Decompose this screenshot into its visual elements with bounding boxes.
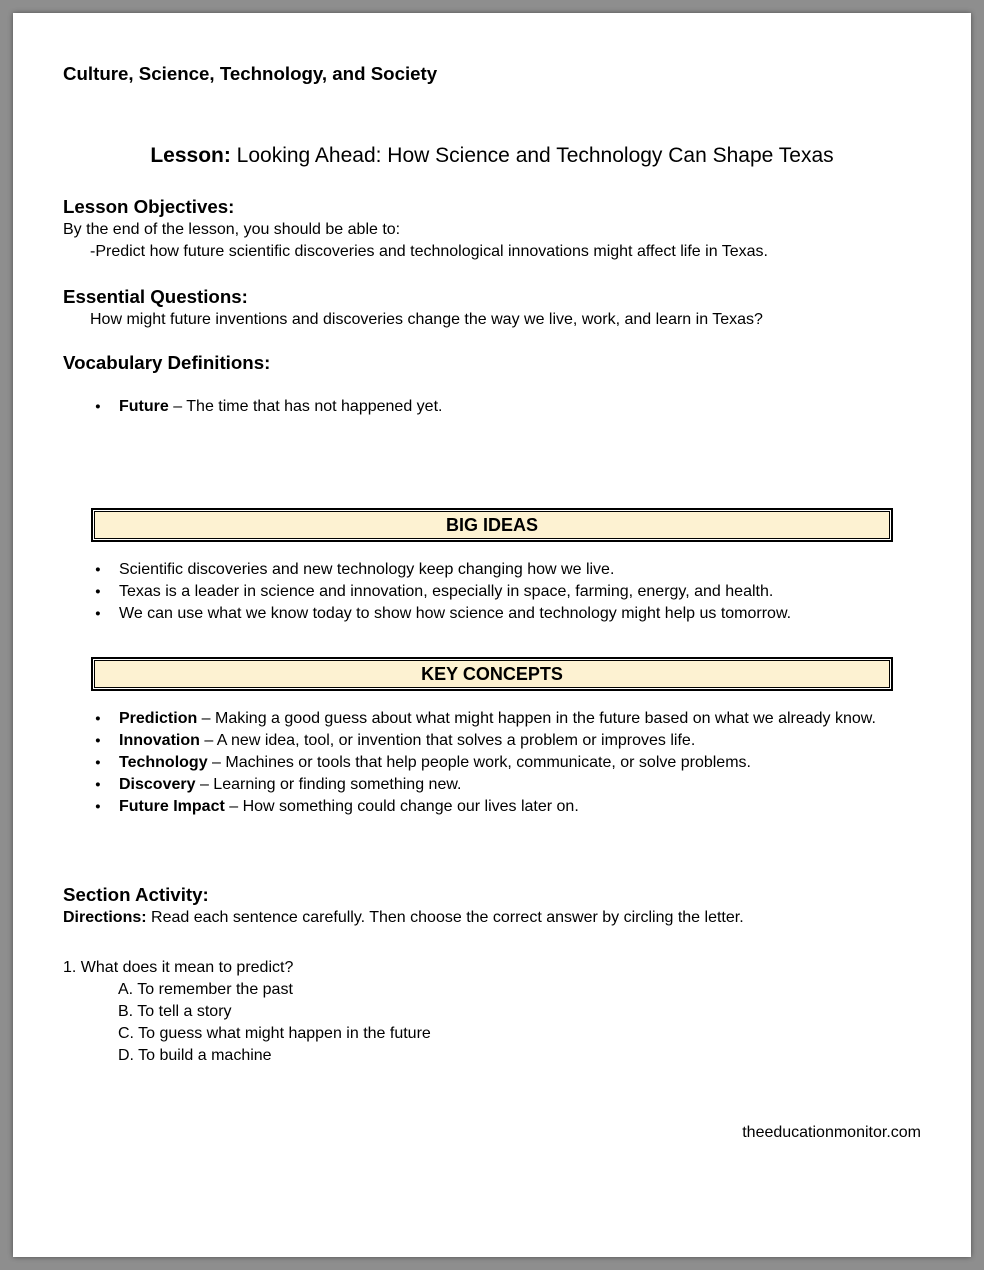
- directions-text: Read each sentence carefully. Then choose the correct answer by circling the letter.: [146, 909, 744, 926]
- essential-question-text: How might future inventions and discoveries change the way we live, work, and learn in Texas?: [90, 311, 763, 328]
- directions-label: Directions:: [63, 909, 147, 926]
- concept-definition: – How something could change our lives later on.: [224, 798, 579, 815]
- list-item: [63, 603, 921, 625]
- vocab-entry: [119, 396, 921, 418]
- concept-entry: [119, 730, 921, 752]
- lesson-objectives-heading: Lesson Objectives:: [63, 196, 235, 217]
- big-ideas-banner: [91, 508, 893, 542]
- big-idea-text: We can use what we know today to show how science and technology might help us tomorrow.: [119, 605, 792, 622]
- big-idea-text: Texas is a leader in science and innovation, especially in space, farming, energy, and health.: [119, 583, 774, 600]
- lesson-objectives-list: [63, 241, 921, 263]
- list-item: [63, 396, 921, 418]
- list-item: [63, 774, 921, 796]
- big-ideas-banner-label: BIG IDEAS: [94, 511, 890, 539]
- vocab-term: Future: [119, 398, 169, 415]
- list-item: [63, 796, 921, 818]
- concept-term: Future Impact: [119, 798, 225, 815]
- concept-definition: – A new idea, tool, or invention that solves a problem or improves life.: [199, 732, 696, 749]
- list-item: [63, 708, 921, 730]
- concept-definition: – Learning or finding something new.: [195, 776, 462, 793]
- bullet-icon: ●: [95, 608, 101, 619]
- bullet-icon: ●: [95, 564, 101, 575]
- essential-questions-heading: Essential Questions:: [63, 286, 248, 307]
- lesson-label: Lesson:: [150, 144, 231, 167]
- big-idea-text: Scientific discoveries and new technology keep changing how we live.: [119, 561, 615, 578]
- document-title: Culture, Science, Technology, and Society: [63, 63, 438, 84]
- bullet-icon: ●: [95, 735, 101, 746]
- big-ideas-list: [63, 559, 921, 625]
- list-item: [63, 730, 921, 752]
- objective-text: Predict how future scientific discoveries and technological innovations might affect life in Texas.: [95, 243, 768, 260]
- bullet-icon: ●: [95, 713, 101, 724]
- concept-entry: [119, 774, 921, 796]
- option-a: A. To remember the past: [118, 981, 293, 998]
- concept-entry: [119, 708, 921, 730]
- key-concepts-list: [63, 708, 921, 818]
- concept-term: Discovery: [119, 776, 196, 793]
- concept-term: Prediction: [119, 710, 198, 727]
- lesson-title-line: [63, 143, 921, 169]
- concept-entry: [119, 796, 921, 818]
- vocab-definition: – The time that has not happened yet.: [168, 398, 443, 415]
- concept-entry: [119, 752, 921, 774]
- key-concepts-banner: [91, 657, 893, 691]
- list-item: [63, 241, 921, 263]
- concept-definition: – Machines or tools that help people work, communicate, or solve problems.: [207, 754, 751, 771]
- option-d: D. To build a machine: [118, 1047, 272, 1064]
- section-activity-heading: Section Activity:: [63, 884, 209, 905]
- list-item: [63, 752, 921, 774]
- concept-term: Innovation: [119, 732, 200, 749]
- question-1-options: [63, 979, 921, 1067]
- footer-website: theeducationmonitor.com: [742, 1124, 921, 1141]
- list-item: [63, 559, 921, 581]
- lesson-objectives-intro: By the end of the lesson, you should be able to:: [63, 221, 401, 238]
- option-b: B. To tell a story: [118, 1003, 232, 1020]
- option-c: C. To guess what might happen in the future: [118, 1025, 431, 1042]
- bullet-icon: ●: [95, 401, 101, 412]
- vocabulary-heading: Vocabulary Definitions:: [63, 352, 271, 373]
- concept-term: Technology: [119, 754, 208, 771]
- directions-line: [63, 907, 921, 929]
- dash-marker: -: [90, 243, 96, 260]
- vocabulary-list: [63, 396, 921, 418]
- bullet-icon: ●: [95, 801, 101, 812]
- bullet-icon: ●: [95, 757, 101, 768]
- document-page: [13, 13, 971, 1257]
- question-1-text: 1. What does it mean to predict?: [63, 959, 294, 976]
- key-concepts-banner-label: KEY CONCEPTS: [94, 660, 890, 688]
- bullet-icon: ●: [95, 586, 101, 597]
- concept-definition: – Making a good guess about what might happen in the future based on what we already know.: [197, 710, 876, 727]
- lesson-title-text: Looking Ahead: How Science and Technology Can Shape Texas: [230, 144, 834, 167]
- bullet-icon: ●: [95, 779, 101, 790]
- list-item: [63, 581, 921, 603]
